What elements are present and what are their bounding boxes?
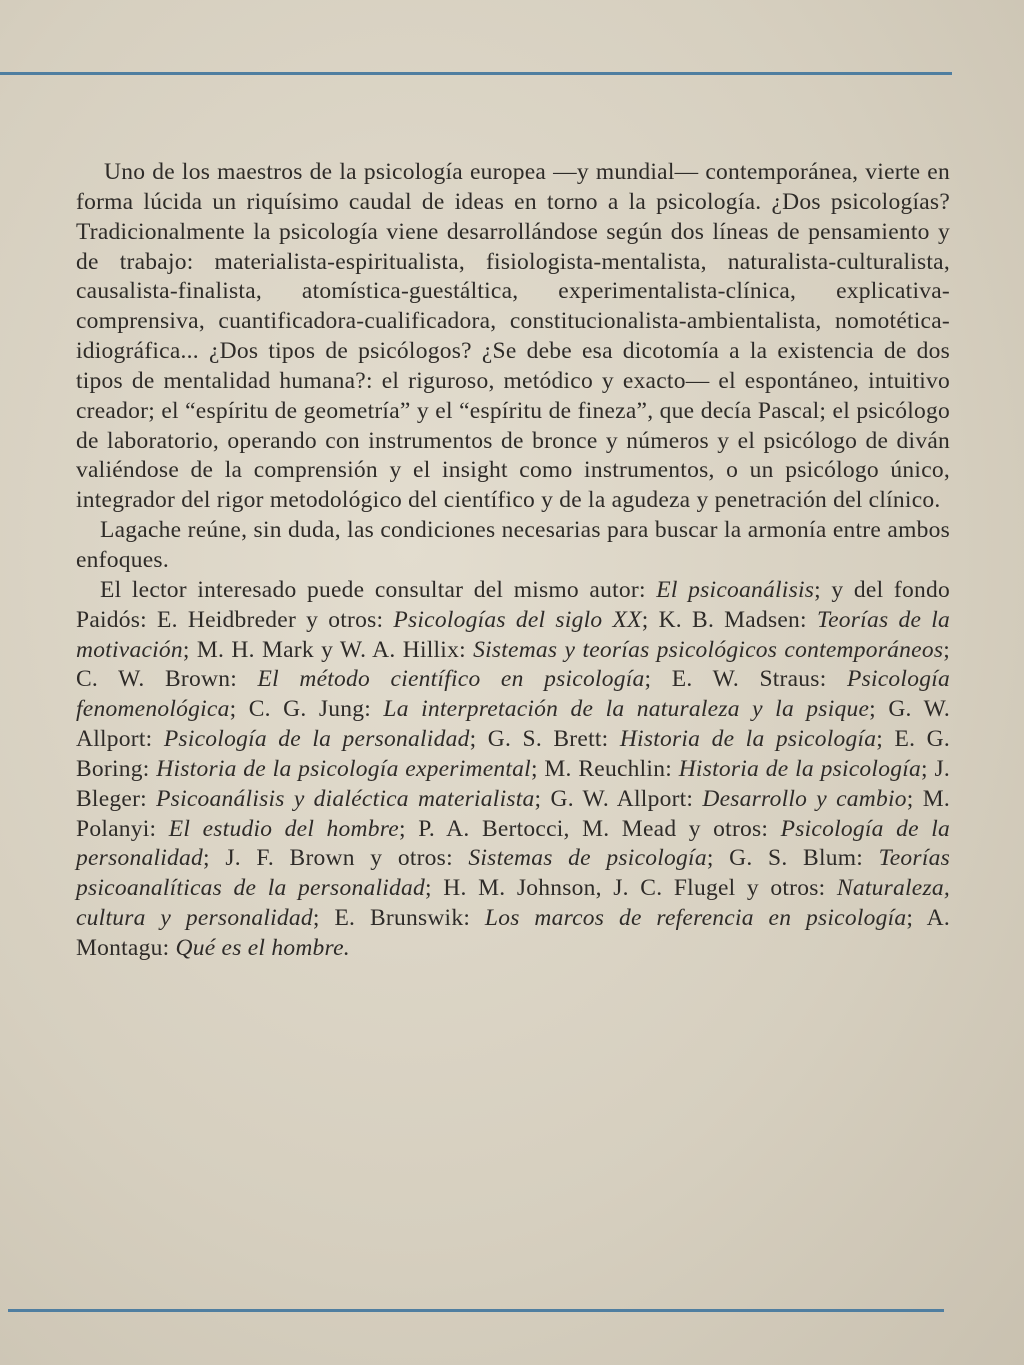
text-run: ; C. W. Brown: [76, 636, 950, 693]
book-title: Psicología de la personalidad [76, 815, 950, 872]
text-run: ; E. W. Straus: [644, 666, 847, 693]
text-run: ; M. H. Mark y W. A. Hillix: [182, 636, 474, 663]
book-title: Historia de la psicología [619, 726, 877, 753]
text-run: ; G. W. Allport: [76, 696, 950, 753]
text-run: ; M. Reuchlin: [530, 755, 679, 782]
paragraph-intro [76, 158, 950, 516]
text-run: ; A. Montagu: [76, 905, 950, 961]
text-run: ; M. Polanyi: [76, 785, 950, 842]
book-title: Desarrollo y cambio [702, 785, 907, 812]
book-title: Naturaleza, cultura y personalidad [76, 875, 950, 932]
text-run: Lagache reúne, sin duda, las condiciones necesarias para buscar la armonía entre ambos enfoques. [76, 517, 950, 573]
book-title: Teorías de la motivación [76, 606, 950, 663]
book-title: Sistemas y teorías psicológicos contemporáneos [473, 636, 944, 663]
text-run: ; H. M. Johnson, J. C. Flugel y otros: [425, 875, 837, 902]
book-title: La interpretación de la naturaleza y la psique [383, 696, 870, 723]
book-title: Psicologías del siglo XX [393, 606, 642, 633]
book-title: Teorías psicoanalíticas de la personalidad [76, 845, 950, 902]
book-title: Historia de la psicología [678, 755, 921, 782]
text-run: ; E. G. Boring: [76, 726, 950, 782]
book-title: El psicoanálisis [656, 576, 815, 603]
text-run: ; E. Brunswik: [312, 905, 485, 932]
top-rule [0, 72, 952, 75]
text-run: ; G. S. Brett: [469, 726, 620, 753]
book-title: Los marcos de referencia en psicología [484, 905, 907, 932]
text-run: ; J. F. Brown y otros: [203, 845, 469, 872]
text-run: ; C. G. Jung: [229, 696, 384, 723]
book-title: Qué es el hombre. [175, 934, 350, 961]
paragraph-references [76, 576, 950, 964]
bottom-rule [8, 1309, 944, 1312]
text-run: Uno de los maestros de la psicología europea —y mundial— contemporánea, vierte en forma lúcida un riquísimo caudal de ideas en torno a la psicología. ¿Dos psicologías? Tradicionalmente la psicología viene desarrollándose según dos líneas de pensamiento y de trabajo: materialista-espiritualista, fisiologista-mentalista, naturalista-culturalista, causalista-finalista, atomística-guestáltica, experimentalista-clínica, explicativa-comprensiva, cuantificadora-cualificadora, constitucionalista-ambientalista, nomotética-idiográfica... ¿Dos tipos de psicólogos? ¿Se debe esa dicotomía a la existencia de dos tipos de mentalidad humana?: el riguroso, metódico y exacto— el espontáneo, intuitivo creador; el “espíritu de geometría” y el “espíritu de fineza”, que decía Pascal; el psicólogo de laboratorio, operando con instrumentos de bronce y números y el psicólogo de diván valiéndose de la comprensión y el insight como instrumentos, o un psicólogo único, integrador del rigor metodológico del científico y de la agudeza y penetración del clínico. [76, 159, 950, 514]
text-run: ; K. B. Madsen: [641, 606, 817, 633]
text-run: ; G. W. Allport: [534, 785, 703, 812]
text-run: ; y del fondo Paidós: E. Heidbreder y otros: [76, 576, 950, 633]
book-title: Historia de la psicología experimental [156, 755, 531, 782]
text-run: ; J. Bleger: [76, 755, 950, 812]
book-title: Sistemas de psicología [468, 845, 707, 872]
text-run: El lector interesado puede consultar del mismo autor: [100, 576, 657, 603]
blurb-text [76, 158, 950, 964]
text-run: ; G. S. Blum: [706, 845, 879, 872]
text-run: ; P. A. Bertocci, M. Mead y otros: [398, 815, 781, 842]
book-title: Psicología de la personalidad [163, 726, 470, 753]
book-title: Psicoanálisis y dialéctica materialista [156, 785, 535, 812]
book-title: El método científico en psicología [257, 666, 645, 693]
book-title: Psicología fenomenológica [76, 666, 950, 723]
book-title: El estudio del hombre [168, 815, 399, 842]
paragraph-lagache [76, 516, 950, 576]
